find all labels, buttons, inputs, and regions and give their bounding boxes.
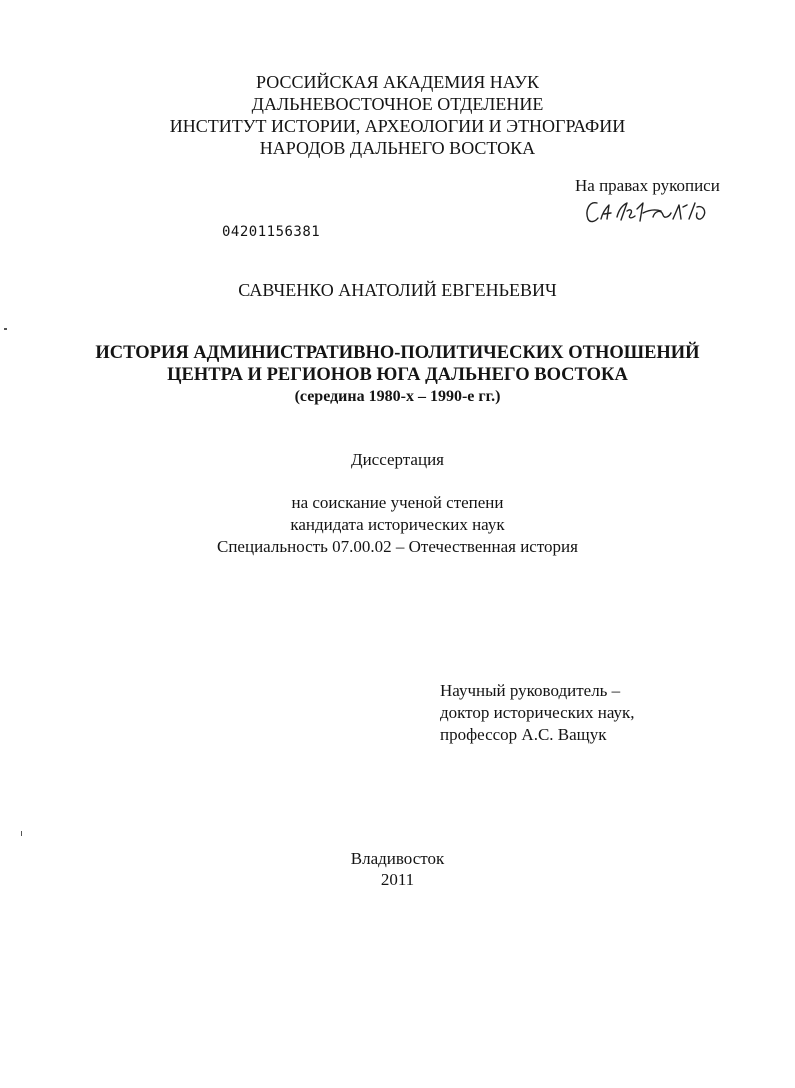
advisor-line-2: доктор исторических наук, [440, 703, 635, 722]
degree-line-2: кандидата исторических наук [290, 515, 505, 534]
place-block [0, 848, 795, 890]
advisor-line-1: Научный руководитель – [440, 681, 621, 700]
author-name: САВЧЕНКО АНАТОЛИЙ ЕВГЕНЬЕВИЧ [238, 280, 557, 300]
year: 2011 [380, 870, 415, 889]
title-line-1: ИСТОРИЯ АДМИНИСТРАТИВНО-ПОЛИТИЧЕСКИХ ОТНОШЕНИЙ [95, 343, 700, 363]
degree-line-1: на соискание ученой степени [291, 493, 504, 512]
rights-note: На правах рукописи [575, 176, 720, 195]
catalog-code: 04201156381 [222, 224, 321, 240]
specialty-line: Специальность 07.00.02 – Отечественная история [217, 537, 578, 556]
degree-block [0, 492, 795, 558]
city: Владивосток [350, 849, 445, 868]
institution-line-4: НАРОДОВ ДАЛЬНЕГО ВОСТОКА [259, 138, 536, 158]
title-line-2: ЦЕНТРА И РЕГИОНОВ ЮГА ДАЛЬНЕГО ВОСТОКА [167, 365, 628, 385]
work-type: Диссертация [350, 450, 444, 469]
scan-speck [21, 831, 22, 836]
advisor-line-3: профессор А.С. Ващук [440, 725, 607, 744]
institution-line-3: ИНСТИТУТ ИСТОРИИ, АРХЕОЛОГИИ И ЭТНОГРАФИИ [169, 116, 626, 136]
advisor-block [440, 680, 635, 746]
institution-line-2: ДАЛЬНЕВОСТОЧНОЕ ОТДЕЛЕНИЕ [251, 94, 544, 114]
dissertation-title [0, 342, 795, 408]
title-period: (середина 1980-х – 1990-е гг.) [294, 388, 501, 405]
institution-line-1: РОССИЙСКАЯ АКАДЕМИЯ НАУК [256, 72, 539, 92]
handwritten-signature [583, 197, 713, 232]
scan-speck [4, 328, 7, 330]
